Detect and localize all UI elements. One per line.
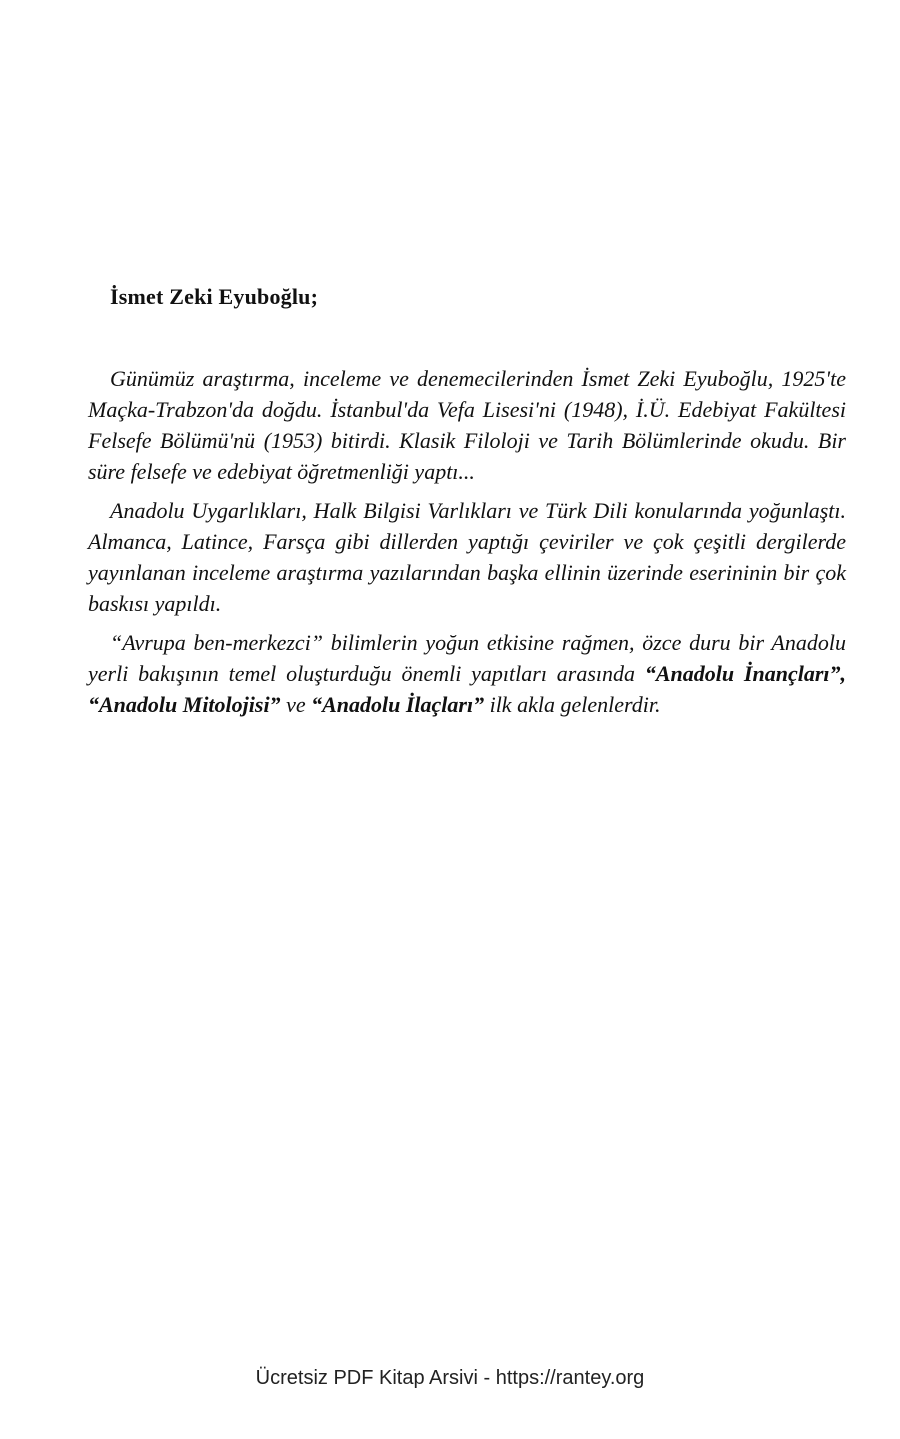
work-title-anadolu-inanclari: “Anadolu İnançları”, [644, 661, 846, 686]
page-heading: İsmet Zeki Eyuboğlu; [110, 284, 319, 309]
paragraph-2: Anadolu Uygarlıkları, Halk Bilgisi Varlıkları ve Türk Dili konularında yoğunlaştı. Almanca, Latince, Farsça gibi dillerden yaptığı çeviriler ve çok çeşitli dergilerde yayınlanan inceleme araştırma yazılarından başka ellinin üzerinde eserininin bir çok baskısı yapıldı. [88, 498, 846, 616]
paragraph-1: Günümüz araştırma, inceleme ve denemecilerinden İsmet Zeki Eyuboğlu, 1925'te Maçka-Trabzon'da doğdu. İstanbul'da Vefa Lisesi'ni (1948), İ.Ü. Edebiyat Fakültesi Felsefe Bölümü'nü (1953) bitirdi. Klasik Filoloji ve Tarih Bölümlerinde okudu. Bir süre felsefe ve edebiyat öğretmenliği yaptı... [88, 366, 846, 484]
biography-text [88, 363, 846, 728]
footer-watermark: Ücretsiz PDF Kitap Arsivi - https://rantey.org [255, 1367, 645, 1389]
conjunction: ve [280, 692, 312, 717]
paragraph-3-outro: ilk akla gelenlerdir. [484, 692, 661, 717]
paragraph-3-intro: “Avrupa ben-merkezci” bilimlerin yoğun etkisine rağmen, özce duru bir Anadolu yerli bakışının temel oluşturduğu önemli yapıtları arasında [88, 630, 846, 686]
work-title-anadolu-ilaclari: “Anadolu İlaçları” [311, 692, 485, 717]
paragraph-3 [88, 627, 846, 720]
work-title-anadolu-mitolojisi: “Anadolu Mitolojisi” [88, 692, 281, 717]
